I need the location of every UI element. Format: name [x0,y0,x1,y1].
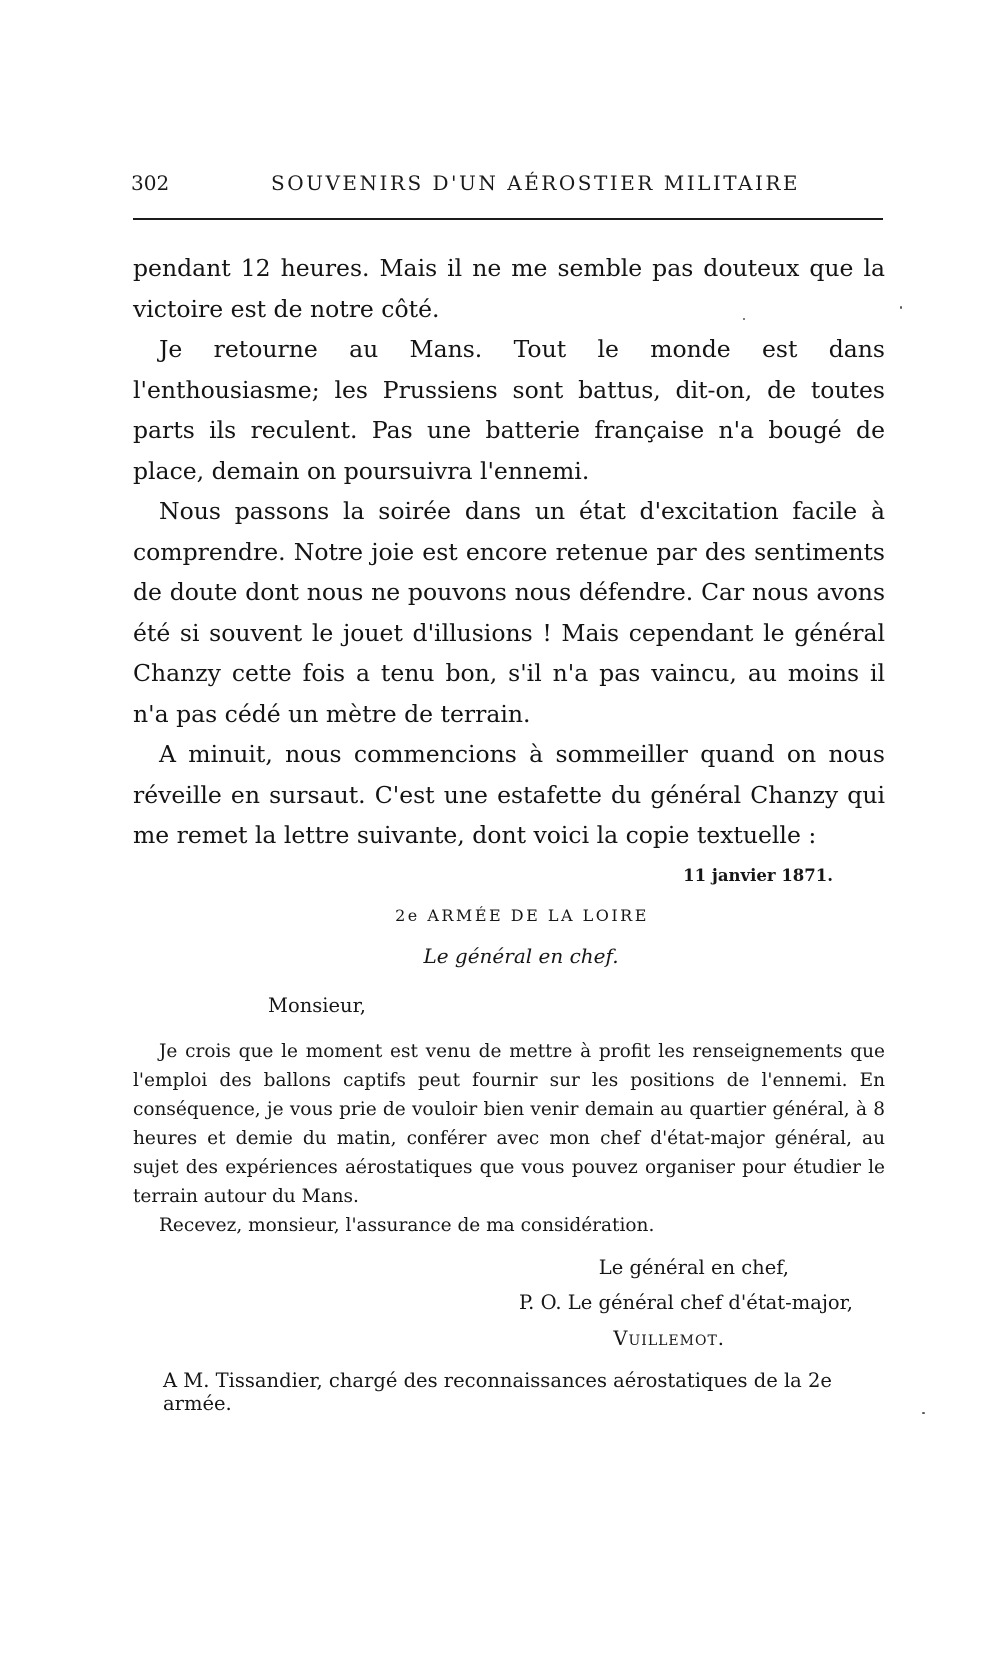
signature-name: Vuillemot. [613,1327,725,1350]
paper-speck [922,1412,925,1414]
header-rule [133,218,883,220]
paper-speck [900,306,902,309]
letter-paragraph-2: Recevez, monsieur, l'assurance de ma considération. [159,1215,655,1236]
paragraph-1: pendant 12 heures. Mais il ne me semble pas douteux que la victoire est de notre côté. [133,254,885,323]
page-number: 302 [131,171,170,195]
running-title: SOUVENIRS D'UN AÉROSTIER MILITAIRE [271,171,801,195]
letter-salutation: Monsieur, [268,994,366,1017]
letter-chief-heading: Le général en chef. [423,944,619,968]
letter-date: 11 janvier 1871. [683,866,833,885]
paragraph-3: Nous passons la soirée dans un état d'excitation facile à comprendre. Notre joie est encore retenue par des sentiments de doute dont nous ne pouvons nous défendre. Car nous avons été si souvent le jouet d'illusions ! Mais cependant le général Chanzy cette fois a tenu bon, s'il n'a pas vaincu, au moins il n'a pas cédé un mètre de terrain. [133,497,885,728]
letter-army-heading: 2e ARMÉE DE LA LOIRE [395,906,649,925]
letter-paragraph-1: Je crois que le moment est venu de mettre à profit les renseignements que l'emploi des ballons captifs peut fournir sur les positions de l'ennemi. En conséquence, je vous prie de vouloir bien venir demain au quartier général, à 8 heures et demie du matin, conférer avec mon chef d'état-major général, au sujet des expériences aérostatiques que vous pouvez organiser pour étudier le terrain autour du Mans. [133,1041,885,1207]
main-text [133,248,885,856]
paper-speck [743,318,745,320]
paragraph-2: Je retourne au Mans. Tout le monde est dans l'enthousiasme; les Prussiens sont battus, dit-on, de toutes parts ils reculent. Pas une batterie française n'a bougé de place, demain on poursuivra l'ennemi. [133,335,885,485]
signature-line-1: Le général en chef, [598,1256,789,1279]
signature-line-2: P. O. Le général chef d'état-major, [519,1291,853,1314]
paragraph-4: A minuit, nous commencions à sommeiller quand on nous réveille en sursaut. C'est une estafette du général Chanzy qui me remet la lettre suivante, dont voici la copie textuelle : [133,740,885,849]
letter-address: A M. Tissandier, chargé des reconnaissances aérostatiques de la 2e armée. [163,1369,832,1415]
letter-body [133,1037,885,1240]
